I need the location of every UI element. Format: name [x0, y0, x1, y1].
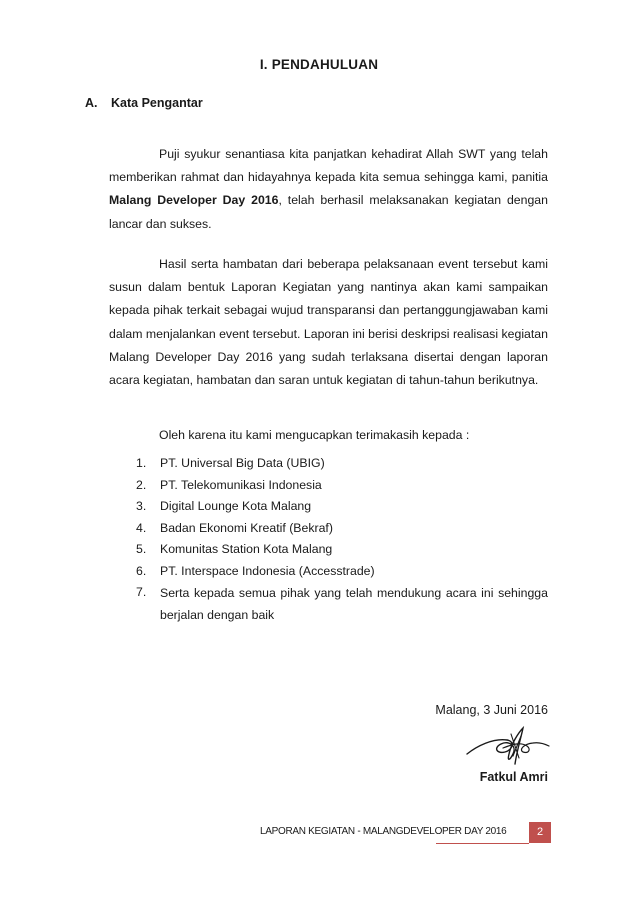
paragraph-report-description: Hasil serta hambatan dari beberapa pelaksanaan event tersebut kami susun dalam bentuk Laporan Kegiatan yang nantinya akan kami sampaikan kepada pihak terkait sebagai wujud transparansi dan pertanggungjawaban kami dalam menjalankan event tersebut. Laporan ini berisi deskripsi realisasi kegiatan Malang Developer Day 2016 yang sudah terlaksana disertai dengan laporan acara kegiatan, hambatan dan saran untuk kegiatan di tahun-tahun berikutnya.	[109, 257, 548, 388]
page-number-badge: 2	[529, 822, 551, 843]
event-name: Malang Developer Day 2016	[109, 193, 279, 208]
list-item	[136, 475, 548, 497]
list-item	[136, 582, 548, 626]
paragraph-opening-end: , telah berhasil melaksanakan kegiatan dengan lancar dan sukses.	[109, 193, 548, 231]
signature-image	[463, 724, 553, 768]
list-number: 5.	[136, 542, 147, 556]
signer-name: Fatkul Amri	[479, 770, 548, 784]
section-heading	[85, 96, 203, 110]
list-text: PT. Universal Big Data (UBIG)	[160, 456, 325, 470]
list-text: Serta kepada semua pihak yang telah mendukung acara ini sehingga berjalan dengan baik	[160, 586, 548, 622]
list-number: 1.	[136, 456, 147, 470]
list-text: PT. Interspace Indonesia (Accesstrade)	[160, 563, 375, 578]
place-date: Malang, 3 Juni 2016	[435, 703, 548, 717]
list-text: Badan Ekonomi Kreatif (Bekraf)	[160, 520, 333, 535]
section-letter: A.	[85, 96, 98, 110]
list-number: 4.	[136, 520, 147, 535]
list-text: Digital Lounge Kota Malang	[160, 499, 312, 513]
thanks-list	[136, 453, 548, 626]
chapter-title: I. PENDAHULUAN	[259, 57, 379, 72]
list-text: PT. Telekomunikasi Indonesia	[160, 477, 322, 492]
section-heading-text: Kata Pengantar	[111, 96, 203, 110]
list-number: 2.	[136, 477, 147, 492]
footer-rule	[436, 843, 529, 844]
list-item	[136, 496, 548, 518]
list-item	[136, 518, 548, 540]
list-item	[136, 539, 548, 561]
paragraph-opening-start: Puji syukur senantiasa kita panjatkan kehadirat Allah SWT yang telah memberikan rahmat dan hidayahnya kepada kita semua sehingga kami, panitia	[109, 147, 548, 185]
list-text: Komunitas Station Kota Malang	[160, 542, 333, 556]
list-item	[136, 453, 548, 475]
list-item	[136, 561, 548, 583]
list-number: 3.	[136, 499, 147, 513]
list-number: 6.	[136, 563, 147, 578]
paragraph-opening	[109, 143, 548, 236]
paragraph-thanks-intro: Oleh karena itu kami mengucapkan terimakasih kepada :	[159, 428, 470, 442]
list-number: 7.	[136, 585, 147, 599]
footer-text: LAPORAN KEGIATAN - MALANGDEVELOPER DAY 2016	[260, 826, 507, 837]
